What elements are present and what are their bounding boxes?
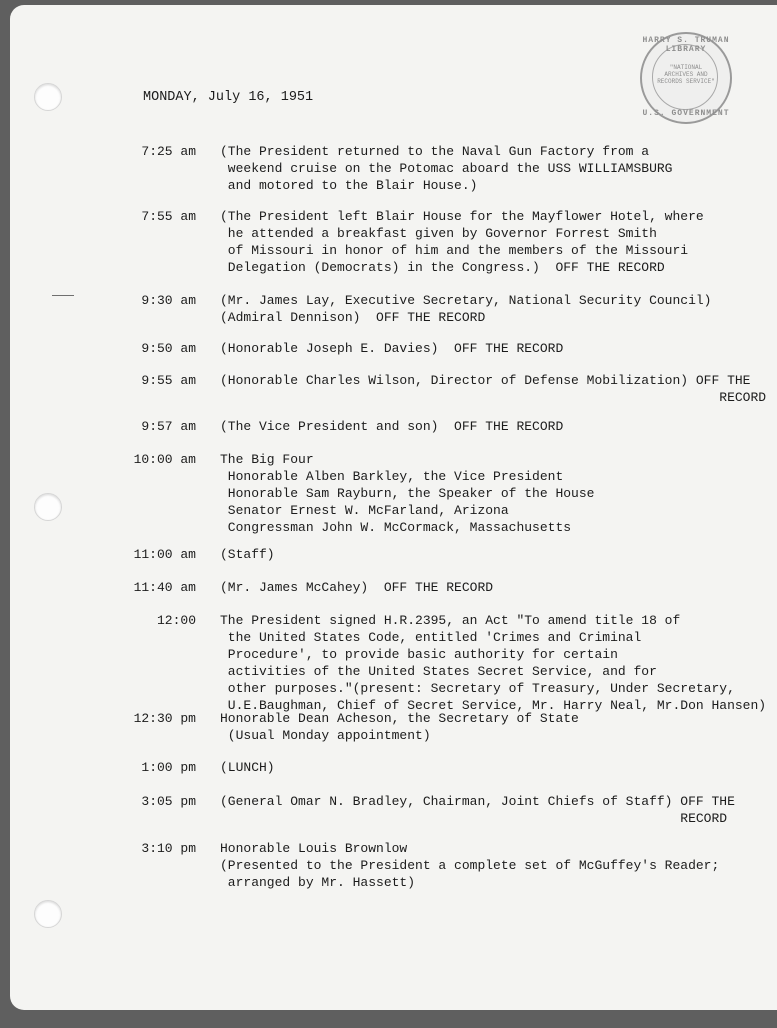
entry-line: RECORD: [220, 811, 728, 826]
entry-text: [220, 793, 735, 827]
entry-line: The Big Four: [220, 452, 314, 467]
entry-text: [220, 759, 275, 776]
entry-text: [220, 292, 711, 326]
entry-line: Congressman John W. McCormack, Massachusetts: [220, 520, 572, 535]
entry-line: arranged by Mr. Hassett): [220, 875, 416, 890]
margin-mark: [52, 295, 74, 296]
entry-line: activities of the United States Secret Service, and for: [220, 664, 657, 679]
entry-time: 3:05 pm: [141, 794, 196, 809]
entry-line: Honorable Sam Rayburn, the Speaker of the House: [220, 486, 595, 501]
entry-time: 9:50 am: [141, 341, 196, 356]
entry-text: [220, 451, 594, 536]
entry-text: [220, 546, 275, 563]
stamp-bottom-text: U.S. GOVERNMENT: [642, 109, 730, 118]
library-stamp: [640, 32, 732, 124]
entry-line: (Mr. James Lay, Executive Secretary, National Security Council): [220, 293, 712, 308]
entry-time: 12:00: [156, 613, 196, 628]
entry-line: he attended a breakfast given by Governor Forrest Smith: [220, 226, 657, 241]
page-title: MONDAY, July 16, 1951: [143, 90, 314, 105]
entry-text: [220, 340, 563, 357]
entry-time: 11:00 am: [133, 547, 196, 562]
entry-line: weekend cruise on the Potomac aboard the USS WILLIAMSBURG: [220, 161, 673, 176]
entry-time: 9:57 am: [141, 419, 196, 434]
entry-line: Delegation (Democrats) in the Congress.) OFF THE RECORD: [220, 260, 665, 275]
entry-line: the United States Code, entitled 'Crimes and Criminal: [220, 630, 642, 645]
entry-line: (Honorable Charles Wilson, Director of Defense Mobilization) OFF THE: [220, 373, 751, 388]
entry-line: (LUNCH): [220, 760, 275, 775]
entry-line: and motored to the Blair House.): [220, 178, 478, 193]
entry-text: [220, 840, 719, 891]
entry-text: [220, 418, 563, 435]
entry-time: 7:25 am: [141, 144, 196, 159]
entry-line: (General Omar N. Bradley, Chairman, Joint Chiefs of Staff) OFF THE: [220, 794, 735, 809]
entry-line: Procedure', to provide basic authority for certain: [220, 647, 618, 662]
entry-line: (Presented to the President a complete set of McGuffey's Reader;: [220, 858, 720, 873]
entry-line: Honorable Alben Barkley, the Vice President: [220, 469, 564, 484]
entry-time: 10:00 am: [133, 452, 196, 467]
entry-line: U.E.Baughman, Chief of Secret Service, Mr. Harry Neal, Mr.Don Hansen): [220, 698, 767, 713]
entry-line: (The President left Blair House for the Mayflower Hotel, where: [220, 209, 704, 224]
entry-line: RECORD: [220, 390, 767, 405]
entry-line: (Admiral Dennison) OFF THE RECORD: [220, 310, 486, 325]
entry-time: 12:30 pm: [133, 711, 196, 726]
entry-text: [220, 208, 704, 276]
entry-text: [220, 612, 766, 714]
entry-line: (The Vice President and son) OFF THE RECORD: [220, 419, 564, 434]
document-page: [10, 5, 777, 1010]
entry-text: [220, 579, 493, 596]
entry-time: 3:10 pm: [141, 841, 196, 856]
entry-line: of Missouri in honor of him and the members of the Missouri: [220, 243, 689, 258]
entry-text: [220, 372, 766, 406]
entry-line: other purposes."(present: Secretary of Treasury, Under Secretary,: [220, 681, 735, 696]
entry-text: [220, 143, 672, 194]
entry-line: (Usual Monday appointment): [220, 728, 431, 743]
binder-hole: [34, 900, 62, 928]
binder-hole: [34, 493, 62, 521]
stamp-top-text: HARRY S. TRUMAN LIBRARY: [642, 36, 730, 54]
binder-hole: [34, 83, 62, 111]
entry-line: Senator Ernest W. McFarland, Arizona: [220, 503, 509, 518]
entry-line: (Mr. James McCahey) OFF THE RECORD: [220, 580, 494, 595]
stamp-middle-text: "NATIONAL ARCHIVES AND RECORDS SERVICE": [657, 64, 715, 85]
entry-time: 9:30 am: [141, 293, 196, 308]
entry-time: 9:55 am: [141, 373, 196, 388]
entry-line: The President signed H.R.2395, an Act "To amend title 18 of: [220, 613, 681, 628]
entry-time: 7:55 am: [141, 209, 196, 224]
entry-time: 1:00 pm: [141, 760, 196, 775]
entry-line: (Honorable Joseph E. Davies) OFF THE RECORD: [220, 341, 564, 356]
entry-time: 11:40 am: [133, 580, 196, 595]
entry-line: Honorable Louis Brownlow: [220, 841, 408, 856]
entry-line: (The President returned to the Naval Gun Factory from a: [220, 144, 650, 159]
entry-line: Honorable Dean Acheson, the Secretary of State: [220, 711, 579, 726]
entry-text: [220, 710, 579, 744]
entry-line: (Staff): [220, 547, 275, 562]
